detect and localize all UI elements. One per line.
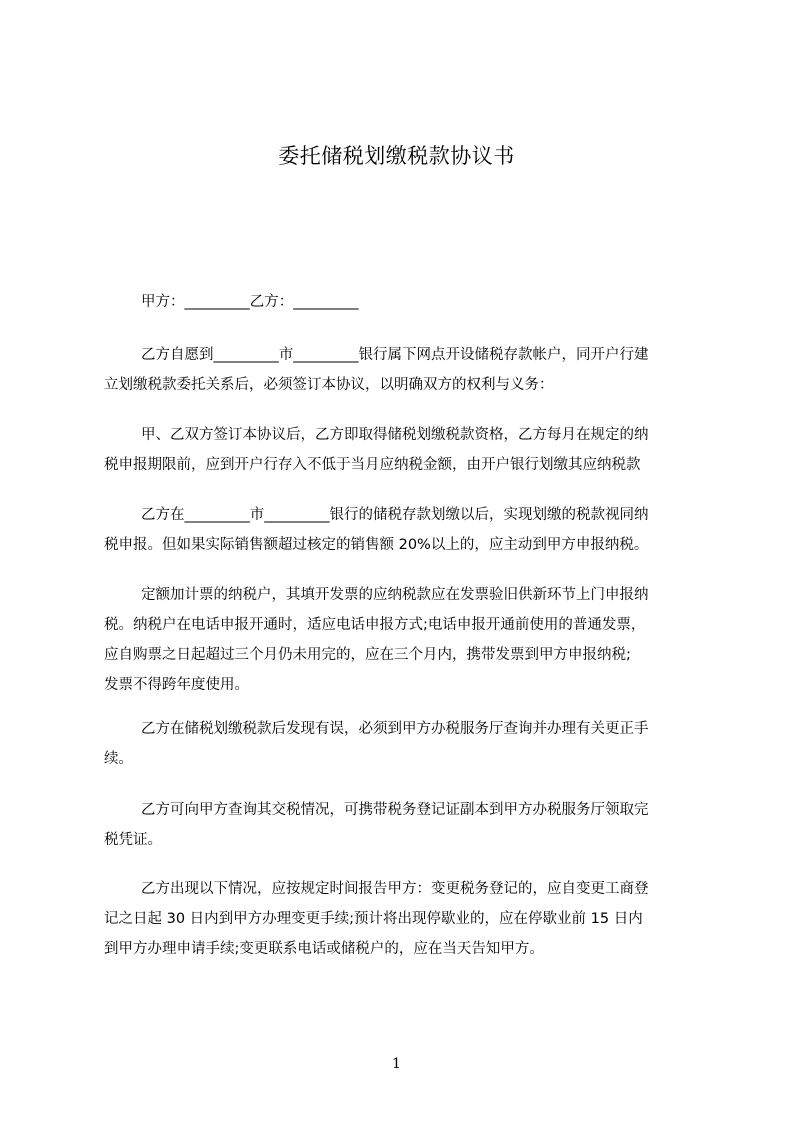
paragraph-line: 发票不得跨年度使用。 [104, 677, 249, 693]
paragraph-invoice [104, 580, 704, 700]
paragraph-inquiry [104, 795, 704, 855]
paragraph-line: 税申报期限前，应到开户行存入不低于当月应纳税金额，由开户银行划缴其应纳税款 [104, 457, 641, 473]
paragraph-line: 乙方在储税划缴税款后发现有误，必须到甲方办税服务厅查询并办理有关更正手 [141, 721, 649, 737]
paragraph-line: 到甲方办理申请手续;变更联系电话或储税户的，应在当天告知甲方。 [104, 941, 544, 957]
paragraph-line: 定额加计票的纳税户，其填开发票的应纳税款应在发票验旧供新环节上门申报纳 [141, 587, 649, 603]
parties-text: 甲方：_________乙方：_________ [141, 294, 359, 310]
paragraph-line: 税凭证。 [104, 832, 162, 848]
paragraph-line: 乙方可向甲方查询其交税情况，可携带税务登记证副本到甲方办税服务厅领取完 [141, 802, 649, 818]
paragraph-line: 记之日起 30 日内到甲方办理变更手续;预计将出现停歇业的，应在停歇业前 15 日内 [104, 911, 643, 927]
paragraph-line: 税。纳税户在电话申报开通时，适应电话申报方式;电话申报开通前使用的普通发票， [104, 617, 646, 633]
paragraph-reporting [104, 874, 704, 964]
paragraph-correction [104, 714, 704, 774]
paragraph-line: 乙方出现以下情况，应按规定时间报告甲方：变更税务登记的，应自变更工商登 [141, 881, 649, 897]
paragraph-account-opening [104, 340, 704, 400]
paragraph-declaration [104, 500, 704, 560]
paragraph-line: 立划缴税款委托关系后，必须签订本协议，以明确双方的权利与义务： [104, 377, 554, 393]
paragraph-line: 乙方自愿到_________市_________银行属下网点开设储税存款帐户，同开户行建 [141, 347, 649, 363]
paragraph-line: 甲、乙双方签订本协议后，乙方即取得储税划缴税款资格，乙方每月在规定的纳 [141, 427, 649, 443]
paragraph-line: 税申报。但如果实际销售额超过核定的销售额 20%以上的，应主动到甲方申报纳税。 [104, 537, 649, 553]
paragraph-line: 乙方在_________市_________银行的储税存款划缴以后，实现划缴的税款视同纳 [141, 507, 649, 523]
paragraph-line: 应自购票之日起超过三个月仍未用完的，应在三个月内，携带发票到甲方申报纳税; [104, 647, 631, 663]
page-number: 1 [392, 1056, 401, 1072]
paragraph-qualification [104, 420, 704, 480]
parties-line [104, 287, 704, 317]
document-title: 委托储税划缴税款协议书 [278, 144, 515, 168]
paragraph-line: 续。 [104, 751, 133, 767]
